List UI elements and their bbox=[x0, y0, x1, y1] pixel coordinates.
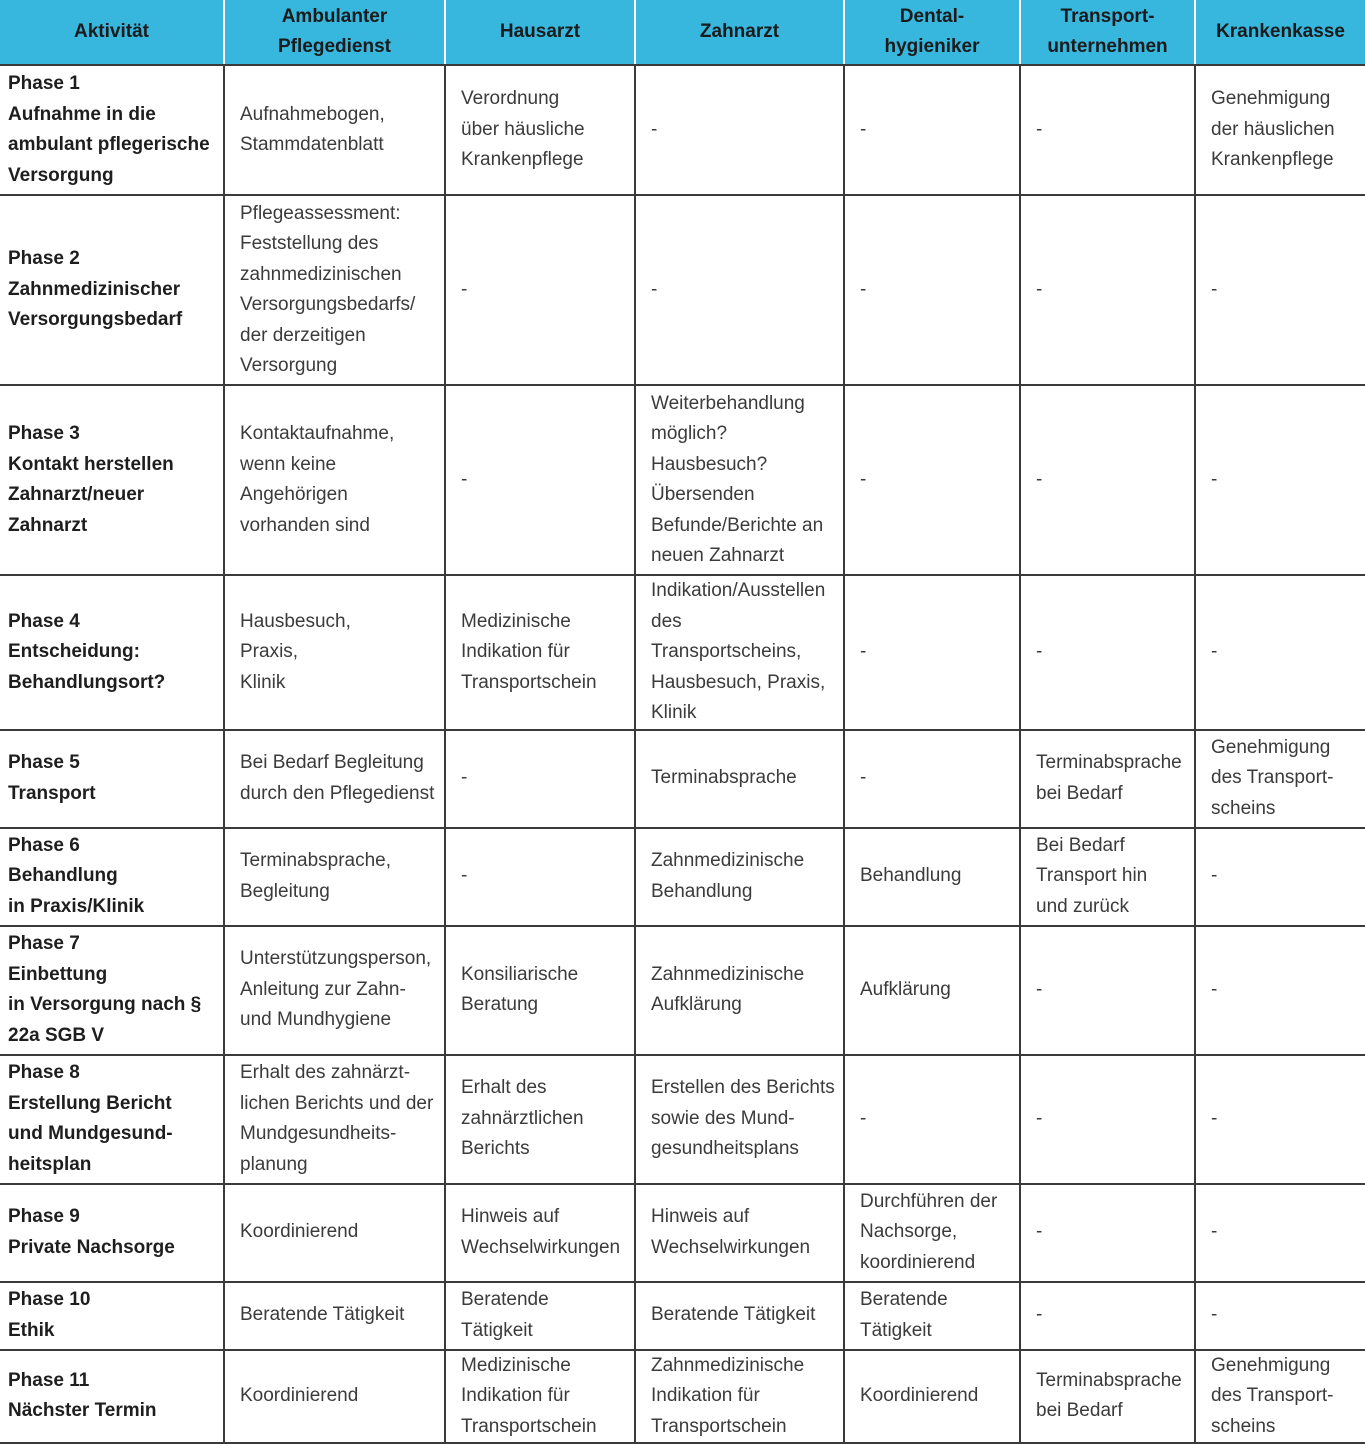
phase-cell bbox=[0, 828, 224, 926]
cell-line: Klinik bbox=[651, 702, 697, 723]
cell-line: - bbox=[1211, 865, 1218, 887]
cell-hausarzt bbox=[445, 828, 635, 926]
phase-cell bbox=[0, 1350, 224, 1444]
cell-line: Konsiliarische bbox=[461, 963, 579, 985]
cell-line: Medizinische bbox=[461, 610, 571, 632]
phase-cell bbox=[0, 65, 224, 195]
cell-line: gesundheitsplans bbox=[651, 1138, 799, 1160]
cell-dentalhygieniker bbox=[844, 1055, 1020, 1184]
cell-line: - bbox=[860, 641, 867, 662]
cell-dentalhygieniker bbox=[844, 385, 1020, 575]
cell-line: - bbox=[1211, 468, 1218, 490]
table-body bbox=[0, 65, 1365, 1443]
cell-line: wenn keine bbox=[240, 453, 337, 475]
cell-hausarzt bbox=[445, 65, 635, 195]
cell-line: Erhalt des zahnärzt- bbox=[240, 1062, 411, 1083]
cell-line: Tätigkeit bbox=[860, 1319, 932, 1341]
cell-line: hygieniker bbox=[884, 36, 980, 57]
cell-line: zahnmedizinischen bbox=[240, 263, 402, 285]
cell-hausarzt bbox=[445, 195, 635, 385]
cell-transportunternehmen bbox=[1020, 195, 1195, 385]
cell-line: Beratung bbox=[461, 994, 539, 1015]
cell-line: Ethik bbox=[8, 1319, 55, 1341]
cell-line: Versorgungsbedarfs/ bbox=[240, 294, 416, 315]
cell-line: Nachsorge, bbox=[860, 1221, 958, 1243]
cell-line: Genehmigung bbox=[1211, 1354, 1331, 1376]
cell-krankenkasse bbox=[1195, 828, 1365, 926]
cell-line: Nächster Termin bbox=[8, 1400, 157, 1422]
cell-transportunternehmen bbox=[1020, 730, 1195, 828]
cell-line: Stammdatenblatt bbox=[240, 134, 384, 155]
cell-line: planung bbox=[240, 1153, 308, 1175]
cell-line: - bbox=[461, 865, 468, 887]
cell-line: Begleitung bbox=[240, 880, 330, 902]
cell-line: Indikation/Ausstellen bbox=[651, 580, 826, 601]
cell-ambulanter-pflegedienst bbox=[224, 1184, 445, 1282]
cell-krankenkasse bbox=[1195, 1184, 1365, 1282]
column-header-krankenkasse bbox=[1195, 0, 1365, 65]
cell-line: bei Bedarf bbox=[1036, 782, 1123, 804]
cell-line: - bbox=[1036, 1221, 1043, 1243]
cell-line: Krankenpflege bbox=[461, 149, 584, 171]
cell-dentalhygieniker bbox=[844, 1350, 1020, 1444]
cell-line: Krankenkasse bbox=[1216, 21, 1345, 42]
cell-krankenkasse bbox=[1195, 195, 1365, 385]
cell-line: Koordinierend bbox=[240, 1385, 359, 1406]
cell-line: bei Bedarf bbox=[1036, 1400, 1123, 1422]
cell-line: Erstellung Bericht bbox=[8, 1092, 172, 1114]
cell-line: Aufklärung bbox=[651, 994, 742, 1015]
cell-line: Beratende Tätigkeit bbox=[240, 1304, 405, 1326]
cell-zahnarzt bbox=[635, 575, 844, 730]
cell-transportunternehmen bbox=[1020, 1055, 1195, 1184]
cell-line: Hausbesuch, bbox=[240, 610, 351, 632]
cell-line: scheins bbox=[1211, 1415, 1276, 1437]
table-row bbox=[0, 575, 1365, 730]
cell-krankenkasse bbox=[1195, 575, 1365, 730]
phase-cell bbox=[0, 195, 224, 385]
cell-line: Zahnmedizinische bbox=[651, 1354, 805, 1376]
cell-line: Befunde/Berichte an bbox=[651, 514, 824, 536]
cell-line: Bei Bedarf Begleitung bbox=[240, 752, 424, 773]
cell-line: Beratende bbox=[860, 1289, 948, 1310]
cell-line: Wechselwirkungen bbox=[461, 1236, 621, 1258]
phase-cell bbox=[0, 730, 224, 828]
cell-line: Private Nachsorge bbox=[8, 1236, 175, 1258]
cell-line: Zahnarzt/neuer bbox=[8, 484, 145, 505]
cell-line: - bbox=[1211, 641, 1218, 662]
cell-ambulanter-pflegedienst bbox=[224, 385, 445, 575]
cell-line: Angehörigen bbox=[240, 484, 348, 505]
header-row bbox=[0, 0, 1365, 65]
cell-line: Versorgungsbedarf bbox=[8, 309, 183, 331]
cell-line: in Versorgung nach § bbox=[8, 994, 202, 1015]
cell-line: Transport- bbox=[1060, 6, 1155, 27]
cell-line: Pflegeassessment: bbox=[240, 202, 401, 224]
cell-transportunternehmen bbox=[1020, 1184, 1195, 1282]
cell-line: Transport bbox=[8, 782, 96, 804]
cell-line: Indikation für bbox=[461, 1385, 570, 1406]
cell-dentalhygieniker bbox=[844, 195, 1020, 385]
cell-line: Phase 3 bbox=[8, 423, 80, 444]
table-row bbox=[0, 195, 1365, 385]
cell-line: - bbox=[651, 278, 658, 300]
cell-transportunternehmen bbox=[1020, 1282, 1195, 1350]
cell-line: - bbox=[860, 278, 867, 300]
cell-hausarzt bbox=[445, 1282, 635, 1350]
table-row bbox=[0, 828, 1365, 926]
cell-line: zahnärztlichen bbox=[461, 1107, 584, 1129]
cell-transportunternehmen bbox=[1020, 65, 1195, 195]
cell-line: Mundgesundheits- bbox=[240, 1123, 397, 1144]
cell-line: Behandlungsort? bbox=[8, 671, 166, 693]
cell-line: des Transport- bbox=[1211, 767, 1334, 789]
cell-hausarzt bbox=[445, 575, 635, 730]
cell-line: Terminabsprache bbox=[1036, 752, 1182, 773]
cell-line: - bbox=[860, 118, 867, 140]
cell-ambulanter-pflegedienst bbox=[224, 730, 445, 828]
cell-line: in Praxis/Klinik bbox=[8, 895, 145, 917]
cell-krankenkasse bbox=[1195, 65, 1365, 195]
table-row bbox=[0, 385, 1365, 575]
cell-line: ambulant pflegerische bbox=[8, 134, 210, 155]
cell-hausarzt bbox=[445, 730, 635, 828]
cell-dentalhygieniker bbox=[844, 575, 1020, 730]
cell-line: Zahnmedizinische bbox=[651, 963, 805, 985]
cell-line: - bbox=[860, 468, 867, 490]
cell-zahnarzt bbox=[635, 385, 844, 575]
cell-line: - bbox=[1036, 978, 1043, 1000]
cell-line: Beratende bbox=[461, 1289, 549, 1310]
cell-line: - bbox=[1036, 1107, 1043, 1129]
cell-line: Zahnarzt bbox=[8, 514, 88, 536]
cell-line: Berichts bbox=[461, 1138, 530, 1160]
cell-krankenkasse bbox=[1195, 1350, 1365, 1444]
cell-line: Kontaktaufnahme, bbox=[240, 423, 395, 444]
cell-line: Medizinische bbox=[461, 1354, 571, 1376]
table-row bbox=[0, 1282, 1365, 1350]
cell-line: lichen Berichts und der bbox=[240, 1092, 434, 1114]
cell-krankenkasse bbox=[1195, 1282, 1365, 1350]
cell-line: Hausbesuch? bbox=[651, 453, 768, 475]
cell-line: Phase 7 bbox=[8, 933, 80, 954]
cell-zahnarzt bbox=[635, 195, 844, 385]
phase-cell bbox=[0, 1184, 224, 1282]
cell-ambulanter-pflegedienst bbox=[224, 1350, 445, 1444]
cell-line: - bbox=[1036, 468, 1043, 490]
cell-zahnarzt bbox=[635, 828, 844, 926]
cell-line: Indikation für bbox=[651, 1385, 760, 1406]
column-header-ambulanter-pflegedienst bbox=[224, 0, 445, 65]
cell-line: Phase 11 bbox=[8, 1369, 90, 1391]
cell-line: und Mundgesund- bbox=[8, 1123, 173, 1144]
cell-line: Anleitung zur Zahn- bbox=[240, 978, 406, 1000]
cell-line: sowie des Mund- bbox=[651, 1107, 795, 1129]
table-row bbox=[0, 1184, 1365, 1282]
cell-ambulanter-pflegedienst bbox=[224, 926, 445, 1055]
cell-hausarzt bbox=[445, 1184, 635, 1282]
cell-line: Aufnahmebogen, bbox=[240, 103, 385, 125]
cell-line: - bbox=[461, 278, 468, 300]
cell-line: scheins bbox=[1211, 797, 1276, 819]
cell-line: Hinweis auf bbox=[651, 1206, 750, 1227]
cell-line: Phase 4 bbox=[8, 610, 80, 632]
cell-line: Koordinierend bbox=[240, 1221, 359, 1243]
cell-line: vorhanden sind bbox=[240, 514, 370, 536]
cell-line: Phase 1 bbox=[8, 73, 80, 94]
cell-line: Phase 5 bbox=[8, 752, 80, 773]
cell-line: und zurück bbox=[1036, 895, 1129, 917]
phase-cell bbox=[0, 575, 224, 730]
cell-dentalhygieniker bbox=[844, 1184, 1020, 1282]
cell-line: Kontakt herstellen bbox=[8, 453, 174, 475]
table-row bbox=[0, 1055, 1365, 1184]
cell-line: Genehmigung bbox=[1211, 736, 1331, 758]
cell-line: - bbox=[860, 767, 867, 789]
cell-line: Versorgung bbox=[240, 355, 338, 376]
cell-krankenkasse bbox=[1195, 1055, 1365, 1184]
cell-line: Indikation für bbox=[461, 641, 570, 662]
cell-line: - bbox=[1211, 278, 1218, 300]
cell-line: Durchführen der bbox=[860, 1190, 998, 1212]
cell-line: Koordinierend bbox=[860, 1385, 979, 1406]
cell-line: Tätigkeit bbox=[461, 1319, 533, 1341]
cell-ambulanter-pflegedienst bbox=[224, 1055, 445, 1184]
cell-line: Hinweis auf bbox=[461, 1206, 560, 1227]
cell-dentalhygieniker bbox=[844, 730, 1020, 828]
cell-line: - bbox=[1211, 1221, 1218, 1243]
cell-transportunternehmen bbox=[1020, 926, 1195, 1055]
cell-ambulanter-pflegedienst bbox=[224, 828, 445, 926]
cell-zahnarzt bbox=[635, 1055, 844, 1184]
table-row bbox=[0, 1350, 1365, 1444]
cell-line: - bbox=[1036, 278, 1043, 300]
cell-line: Praxis, bbox=[240, 641, 299, 662]
cell-line: Bei Bedarf bbox=[1036, 834, 1125, 856]
cell-line: Phase 9 bbox=[8, 1206, 80, 1227]
column-header-activity bbox=[0, 0, 224, 65]
cell-line: Erhalt des bbox=[461, 1077, 547, 1099]
cell-line: und Mundhygiene bbox=[240, 1009, 392, 1031]
table-row bbox=[0, 730, 1365, 828]
cell-line: Hausarzt bbox=[499, 21, 581, 42]
cell-dentalhygieniker bbox=[844, 1282, 1020, 1350]
cell-hausarzt bbox=[445, 385, 635, 575]
cell-line: koordinierend bbox=[860, 1251, 976, 1273]
cell-line: Einbettung bbox=[8, 963, 108, 985]
cell-line: Aufklärung bbox=[860, 978, 951, 1000]
cell-line: Zahnarzt bbox=[699, 21, 780, 42]
cell-line: Verordnung bbox=[461, 88, 560, 110]
phase-cell bbox=[0, 385, 224, 575]
cell-line: Wechselwirkungen bbox=[651, 1236, 811, 1258]
cell-line: durch den Pflegedienst bbox=[240, 782, 435, 804]
cell-line: Transportschein bbox=[651, 1415, 787, 1437]
cell-line: Aktivität bbox=[74, 21, 149, 42]
column-header-zahnarzt bbox=[635, 0, 844, 65]
cell-line: unternehmen bbox=[1047, 36, 1168, 57]
table-row bbox=[0, 926, 1365, 1055]
cell-line: Übersenden bbox=[651, 484, 755, 505]
cell-krankenkasse bbox=[1195, 730, 1365, 828]
cell-line: Genehmigung bbox=[1211, 88, 1331, 110]
cell-line: - bbox=[461, 468, 468, 490]
cell-line: - bbox=[461, 767, 468, 789]
cell-ambulanter-pflegedienst bbox=[224, 1282, 445, 1350]
cell-line: Terminabsprache bbox=[651, 767, 797, 789]
cell-transportunternehmen bbox=[1020, 1350, 1195, 1444]
cell-line: Phase 6 bbox=[8, 834, 80, 856]
cell-line: neuen Zahnarzt bbox=[651, 545, 785, 566]
cell-line: heitsplan bbox=[8, 1153, 92, 1175]
cell-line: Terminabsprache, bbox=[240, 850, 392, 871]
cell-line: Phase 10 bbox=[8, 1289, 91, 1310]
cell-line: möglich? bbox=[651, 423, 728, 444]
cell-line: Beratende Tätigkeit bbox=[651, 1304, 816, 1326]
cell-line: der häuslichen bbox=[1211, 118, 1335, 140]
cell-line: - bbox=[651, 118, 658, 140]
cell-line: des Transportscheins, bbox=[651, 610, 802, 662]
cell-transportunternehmen bbox=[1020, 575, 1195, 730]
cell-dentalhygieniker bbox=[844, 828, 1020, 926]
cell-line: Terminabsprache bbox=[1036, 1369, 1182, 1391]
cell-hausarzt bbox=[445, 1350, 635, 1444]
cell-line: des Transport- bbox=[1211, 1385, 1334, 1406]
cell-line: 22a SGB V bbox=[8, 1024, 105, 1046]
cell-line: - bbox=[860, 1107, 867, 1129]
cell-line: Dental- bbox=[899, 6, 965, 27]
cell-zahnarzt bbox=[635, 1350, 844, 1444]
cell-line: Pflegedienst bbox=[278, 36, 391, 57]
cell-line: - bbox=[1036, 118, 1043, 140]
cell-line: Behandlung bbox=[651, 880, 753, 902]
cell-line: Krankenpflege bbox=[1211, 149, 1334, 171]
cell-line: Feststellung des bbox=[240, 233, 379, 254]
cell-line: Transport hin bbox=[1036, 865, 1148, 887]
cell-zahnarzt bbox=[635, 1184, 844, 1282]
cell-line: Phase 2 bbox=[8, 248, 80, 270]
cell-line: Klinik bbox=[240, 671, 286, 693]
cell-transportunternehmen bbox=[1020, 385, 1195, 575]
cell-ambulanter-pflegedienst bbox=[224, 65, 445, 195]
cell-line: der derzeitigen bbox=[240, 324, 366, 346]
cell-line: Zahnmedizinische bbox=[651, 850, 805, 871]
cell-krankenkasse bbox=[1195, 385, 1365, 575]
cell-line: Aufnahme in die bbox=[8, 103, 156, 125]
cell-line: Hausbesuch, Praxis, bbox=[651, 671, 826, 693]
cell-line: - bbox=[1211, 1304, 1218, 1326]
cell-ambulanter-pflegedienst bbox=[224, 575, 445, 730]
cell-hausarzt bbox=[445, 1055, 635, 1184]
cell-line: - bbox=[1211, 1107, 1218, 1129]
cell-line: - bbox=[1036, 1304, 1043, 1326]
cell-zahnarzt bbox=[635, 730, 844, 828]
cell-line: Weiterbehandlung bbox=[651, 392, 805, 414]
cell-zahnarzt bbox=[635, 1282, 844, 1350]
cell-line: Transportschein bbox=[461, 1415, 597, 1437]
cell-dentalhygieniker bbox=[844, 65, 1020, 195]
cell-transportunternehmen bbox=[1020, 828, 1195, 926]
cell-line: Ambulanter bbox=[281, 6, 388, 27]
cell-hausarzt bbox=[445, 926, 635, 1055]
cell-zahnarzt bbox=[635, 926, 844, 1055]
cell-krankenkasse bbox=[1195, 926, 1365, 1055]
cell-line: Entscheidung: bbox=[8, 641, 140, 662]
table-row bbox=[0, 65, 1365, 195]
cell-line: Unterstützungsperson, bbox=[240, 948, 432, 970]
cell-line: Transportschein bbox=[461, 671, 597, 693]
cell-line: über häusliche bbox=[461, 118, 585, 140]
phase-cell bbox=[0, 926, 224, 1055]
column-header-dentalhygieniker bbox=[844, 0, 1020, 65]
cell-line: Phase 8 bbox=[8, 1062, 80, 1083]
cell-zahnarzt bbox=[635, 65, 844, 195]
column-header-hausarzt bbox=[445, 0, 635, 65]
cell-line: - bbox=[1211, 978, 1218, 1000]
cell-line: Erstellen des Berichts bbox=[651, 1077, 835, 1099]
cell-line: Behandlung bbox=[8, 865, 118, 887]
cell-line: Behandlung bbox=[860, 865, 962, 887]
cell-line: - bbox=[1036, 641, 1043, 662]
cell-ambulanter-pflegedienst bbox=[224, 195, 445, 385]
phase-cell bbox=[0, 1282, 224, 1350]
cell-line: Zahnmedizinischer bbox=[8, 278, 181, 300]
column-header-transportunternehmen bbox=[1020, 0, 1195, 65]
phase-cell bbox=[0, 1055, 224, 1184]
cell-line: Versorgung bbox=[8, 164, 114, 186]
cell-dentalhygieniker bbox=[844, 926, 1020, 1055]
